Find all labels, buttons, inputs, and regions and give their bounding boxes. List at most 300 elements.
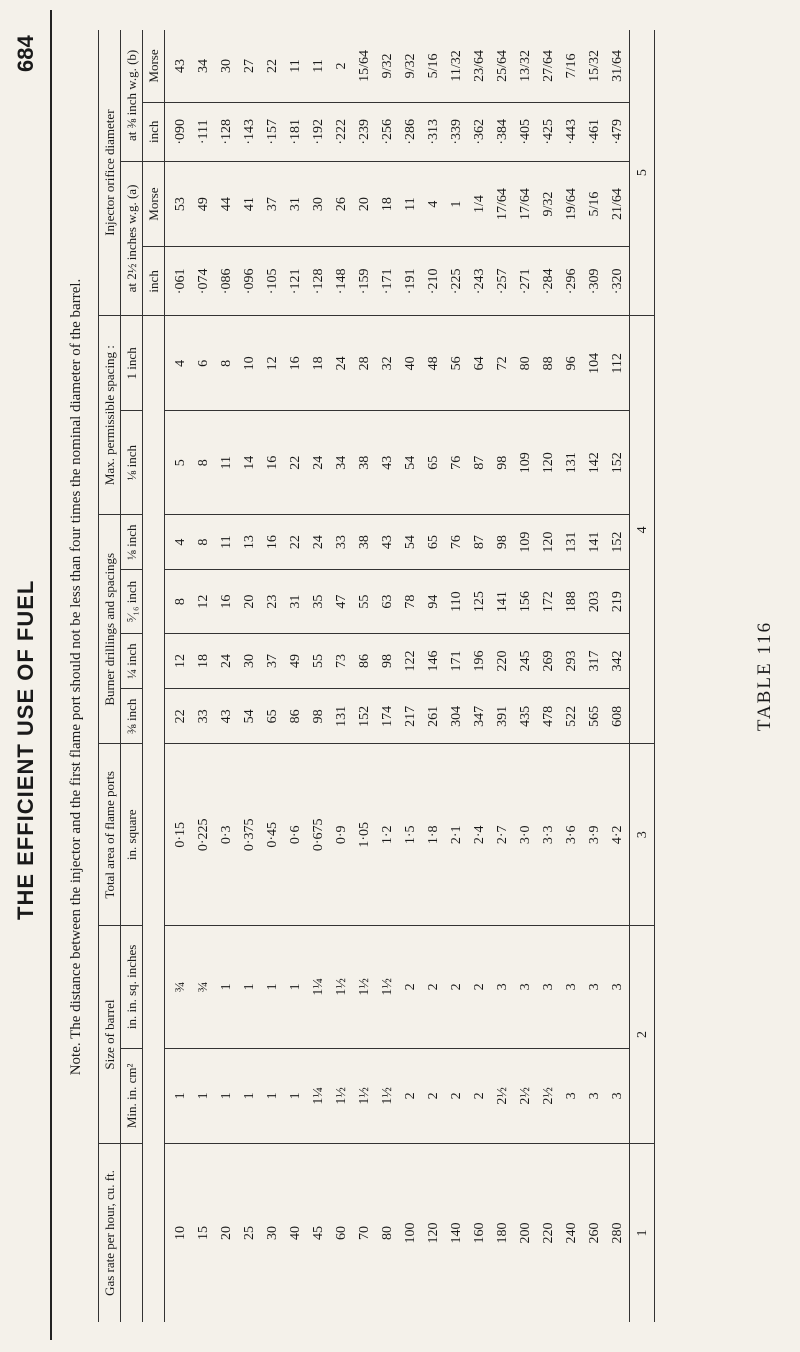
table-cell: 12 xyxy=(192,570,215,634)
table-cell: 4 xyxy=(422,161,445,247)
table-cell: 2 xyxy=(330,30,353,102)
table-cell: 33 xyxy=(330,514,353,569)
table-cell: 87 xyxy=(468,514,491,569)
table-cell: 3 xyxy=(537,926,560,1049)
table-cell: 11 xyxy=(284,30,307,102)
table-cell: 146 xyxy=(422,633,445,688)
table-cell: 53 xyxy=(165,161,193,247)
table-cell: ·384 xyxy=(491,102,514,161)
table-cell: 240 xyxy=(564,1222,579,1244)
table-cell: ·225 xyxy=(445,247,468,316)
table-cell: 1 xyxy=(238,1048,261,1143)
table-cell: 109 xyxy=(514,514,537,569)
table-cell: 0·675 xyxy=(307,744,330,926)
table-row xyxy=(514,30,537,1322)
table-cell: 120 xyxy=(426,1222,441,1244)
table-cell: 2½ xyxy=(514,1048,537,1143)
table-cell: 15/32 xyxy=(583,30,606,102)
sub-barrel-b: in. in. sq. inches xyxy=(121,926,143,1049)
foot-num-3: 3 xyxy=(630,744,655,926)
table-cell: 9/32 xyxy=(537,161,560,247)
table-cell: 87 xyxy=(468,411,491,515)
table-cell: 25 xyxy=(242,1226,257,1240)
table-cell: 24 xyxy=(215,633,238,688)
table-cell: 1 xyxy=(261,1048,284,1143)
table-cell: 565 xyxy=(583,689,606,744)
table-cell: 41 xyxy=(238,161,261,247)
table-row xyxy=(307,30,330,1322)
table-cell: ·461 xyxy=(583,102,606,161)
table-row xyxy=(537,30,560,1322)
table-title: TABLE 116 xyxy=(754,620,775,732)
table-cell: ·111 xyxy=(192,102,215,161)
table-cell: 2½ xyxy=(491,1048,514,1143)
table-cell: 80 xyxy=(380,1226,395,1240)
table-cell: 180 xyxy=(495,1222,510,1244)
table-cell: 98 xyxy=(491,411,514,515)
col-port-area: Total area of flame ports xyxy=(99,744,121,926)
table-cell: 2½ xyxy=(537,1048,560,1143)
table-cell: 15/64 xyxy=(353,30,376,102)
table-cell: 3 xyxy=(583,926,606,1049)
table-cell: 220 xyxy=(541,1222,556,1244)
table-cell: 1¼ xyxy=(307,1048,330,1143)
table-cell: 5/16 xyxy=(583,161,606,247)
table-cell: 110 xyxy=(445,570,468,634)
col-spacing: Max. permissible spacing : xyxy=(99,316,121,515)
table-cell: 2 xyxy=(445,926,468,1049)
table-cell: 25/64 xyxy=(491,30,514,102)
table-cell: ·143 xyxy=(238,102,261,161)
table-cell: 1·5 xyxy=(399,744,422,926)
col-gas-rate: Gas rate per hour, cu. ft. xyxy=(99,1143,121,1322)
table-cell: 48 xyxy=(422,316,445,411)
table-cell: 73 xyxy=(330,633,353,688)
table-cell: 109 xyxy=(514,411,537,515)
table-row xyxy=(330,30,353,1322)
table-cell: 2 xyxy=(422,926,445,1049)
table-cell: ·181 xyxy=(284,102,307,161)
table-cell: 16 xyxy=(261,514,284,569)
table-cell: 3 xyxy=(491,926,514,1049)
table-cell: 22 xyxy=(284,514,307,569)
table-cell: 245 xyxy=(514,633,537,688)
table-cell: 8 xyxy=(215,316,238,411)
table-cell: 104 xyxy=(583,316,606,411)
table-cell: ·148 xyxy=(330,247,353,316)
sub-empty xyxy=(121,1143,143,1322)
table-cell: 120 xyxy=(537,514,560,569)
table-cell: 34 xyxy=(192,30,215,102)
table-cell: 54 xyxy=(399,411,422,515)
table-row xyxy=(583,30,606,1322)
table-cell: 4 xyxy=(165,514,193,569)
table-cell: 8 xyxy=(192,514,215,569)
table-cell: 1 xyxy=(261,926,284,1049)
table-cell: 112 xyxy=(606,316,630,411)
table-cell: 20 xyxy=(238,570,261,634)
table-row xyxy=(192,30,215,1322)
table-cell: 2·4 xyxy=(468,744,491,926)
table-cell: 131 xyxy=(560,411,583,515)
table-cell: 0·15 xyxy=(165,744,193,926)
table-cell: ·159 xyxy=(353,247,376,316)
table-cell: 608 xyxy=(606,689,630,744)
table-cell: 17/64 xyxy=(491,161,514,247)
table-cell: 31 xyxy=(284,570,307,634)
table-cell: 0·9 xyxy=(330,744,353,926)
table-cell: 31/64 xyxy=(606,30,630,102)
table-cell: 12 xyxy=(261,316,284,411)
table-cell: 3·9 xyxy=(583,744,606,926)
table-cell: 18 xyxy=(192,633,215,688)
table-cell: 78 xyxy=(399,570,422,634)
table-cell: 18 xyxy=(376,161,399,247)
table-row xyxy=(606,30,630,1322)
table-cell: 27/64 xyxy=(537,30,560,102)
table-cell: 2 xyxy=(399,1048,422,1143)
table-cell: 13 xyxy=(238,514,261,569)
table-cell: 54 xyxy=(238,689,261,744)
unit-inch-a: inch xyxy=(143,247,165,316)
col-barrel: Size of barrel xyxy=(99,926,121,1144)
table-cell: 5 xyxy=(165,411,193,515)
table-cell: 20 xyxy=(353,161,376,247)
col-injector: Injector orifice diameter xyxy=(99,30,121,316)
table-cell: 1 xyxy=(215,926,238,1049)
table-row xyxy=(445,30,468,1322)
table-cell: 47 xyxy=(330,570,353,634)
table-cell: 34 xyxy=(330,411,353,515)
table-row xyxy=(376,30,399,1322)
table-cell: ·313 xyxy=(422,102,445,161)
table-cell: ·105 xyxy=(261,247,284,316)
table-cell: 21/64 xyxy=(606,161,630,247)
table-cell: 152 xyxy=(353,689,376,744)
table-cell: 1¼ xyxy=(307,926,330,1049)
table-cell: 3 xyxy=(514,926,537,1049)
table-cell: 43 xyxy=(215,689,238,744)
table-cell: 70 xyxy=(357,1226,372,1240)
table-cell: 220 xyxy=(491,633,514,688)
table-cell: 18 xyxy=(307,316,330,411)
table-cell: 1½ xyxy=(376,926,399,1049)
table-cell: ·286 xyxy=(399,102,422,161)
table-cell: 72 xyxy=(491,316,514,411)
table-cell: 3 xyxy=(583,1048,606,1143)
table-cell: ·210 xyxy=(422,247,445,316)
table-cell: 11 xyxy=(215,411,238,515)
table-cell: 120 xyxy=(537,411,560,515)
table-cell: 152 xyxy=(606,411,630,515)
table-cell: 3·3 xyxy=(537,744,560,926)
header-rule xyxy=(50,10,52,1340)
sub-drill-2: ¼ inch xyxy=(121,633,143,688)
table-note: Note. The distance between the injector and the first flame port should not be less than four times the nominal diameter of the barrel. xyxy=(68,278,84,1076)
table-cell: 3 xyxy=(560,1048,583,1143)
table-cell: 2 xyxy=(399,926,422,1049)
foot-num-1: 1 xyxy=(630,1143,655,1322)
table-cell: 3 xyxy=(606,926,630,1049)
table-cell: 1 xyxy=(238,926,261,1049)
sub-space-1: ⅛ inch xyxy=(121,411,143,515)
table-cell: 37 xyxy=(261,161,284,247)
table-cell: 27 xyxy=(238,30,261,102)
table-cell: 13/32 xyxy=(514,30,537,102)
table-cell: 63 xyxy=(376,570,399,634)
table-cell: 14 xyxy=(238,411,261,515)
table-cell: 32 xyxy=(376,316,399,411)
table-cell: 9/32 xyxy=(399,30,422,102)
table-cell: 188 xyxy=(560,570,583,634)
unit-morse-a: Morse xyxy=(143,161,165,247)
table-cell: 98 xyxy=(307,689,330,744)
table-row xyxy=(353,30,376,1322)
data-table xyxy=(98,30,655,1322)
table-cell: 43 xyxy=(376,514,399,569)
table-cell: ·443 xyxy=(560,102,583,161)
sub-space-2: 1 inch xyxy=(121,316,143,411)
table-cell: 24 xyxy=(307,411,330,515)
table-cell: 65 xyxy=(261,689,284,744)
table-cell: 30 xyxy=(307,161,330,247)
table-cell: 35 xyxy=(307,570,330,634)
table-cell: 261 xyxy=(422,689,445,744)
table-cell: 16 xyxy=(284,316,307,411)
table-cell: 43 xyxy=(376,411,399,515)
table-cell: 141 xyxy=(491,570,514,634)
table-cell: 142 xyxy=(583,411,606,515)
table-row xyxy=(165,30,193,1322)
table-cell: 3·6 xyxy=(560,744,583,926)
table-cell: 293 xyxy=(560,633,583,688)
table-cell: 317 xyxy=(583,633,606,688)
table-cell: 3·0 xyxy=(514,744,537,926)
table-cell: ·257 xyxy=(491,247,514,316)
table-row xyxy=(560,30,583,1322)
table-cell: 160 xyxy=(472,1222,487,1244)
table-row xyxy=(284,30,307,1322)
table-cell: 217 xyxy=(399,689,422,744)
sub-barrel-a: Min. in. cm² xyxy=(121,1048,143,1143)
col-drillings: Burner drillings and spacings xyxy=(99,514,121,744)
foot-num-4: 4 xyxy=(630,316,655,744)
table-cell: 6 xyxy=(192,316,215,411)
table-cell: 88 xyxy=(537,316,560,411)
table-body xyxy=(165,30,630,1322)
table-cell: 3 xyxy=(606,1048,630,1143)
table-cell: ·090 xyxy=(165,102,193,161)
table-cell: 30 xyxy=(215,30,238,102)
table-cell: 10 xyxy=(173,1226,188,1240)
sub-ports: in. square xyxy=(121,744,143,926)
table-cell: 1½ xyxy=(376,1048,399,1143)
table-cell: 54 xyxy=(399,514,422,569)
table-cell: 65 xyxy=(422,514,445,569)
table-cell: 26 xyxy=(330,161,353,247)
sub-drill-3: ⁵⁄₁₆ inch xyxy=(121,570,143,634)
table-cell: 1½ xyxy=(330,926,353,1049)
table-cell: 22 xyxy=(165,689,193,744)
table-cell: 96 xyxy=(560,316,583,411)
table-cell: 1 xyxy=(192,1048,215,1143)
table-cell: 80 xyxy=(514,316,537,411)
table-cell: 522 xyxy=(560,689,583,744)
table-cell: 269 xyxy=(537,633,560,688)
table-row xyxy=(238,30,261,1322)
table-cell: 2·7 xyxy=(491,744,514,926)
table-cell: 0·375 xyxy=(238,744,261,926)
table-cell: 435 xyxy=(514,689,537,744)
table-cell: ·425 xyxy=(537,102,560,161)
table-cell: 1 xyxy=(284,926,307,1049)
table-cell: 12 xyxy=(165,633,193,688)
table-cell: 86 xyxy=(353,633,376,688)
table-cell: 49 xyxy=(192,161,215,247)
table-cell: 219 xyxy=(606,570,630,634)
table-cell: 2 xyxy=(468,926,491,1049)
table-cell: 2·1 xyxy=(445,744,468,926)
table-row xyxy=(491,30,514,1322)
foot-num-2: 2 xyxy=(630,926,655,1144)
table-cell: 16 xyxy=(215,570,238,634)
table-cell: 23/64 xyxy=(468,30,491,102)
table-cell: ·479 xyxy=(606,102,630,161)
table-cell: 0·6 xyxy=(284,744,307,926)
table-cell: 7/16 xyxy=(560,30,583,102)
sub-drill-4: ⅛ inch xyxy=(121,514,143,569)
table-cell: 33 xyxy=(192,689,215,744)
table-cell: ·171 xyxy=(376,247,399,316)
table-cell: 1 xyxy=(445,161,468,247)
foot-num-5: 5 xyxy=(630,30,655,316)
table-cell: 10 xyxy=(238,316,261,411)
table-cell: 141 xyxy=(583,514,606,569)
table-row xyxy=(261,30,284,1322)
table-cell: 65 xyxy=(422,411,445,515)
table-cell: ·339 xyxy=(445,102,468,161)
table-cell: 38 xyxy=(353,514,376,569)
table-cell: 1·2 xyxy=(376,744,399,926)
table-cell: 4 xyxy=(165,316,193,411)
table-cell: 22 xyxy=(284,411,307,515)
table-cell: 40 xyxy=(288,1226,303,1240)
table-cell: 98 xyxy=(376,633,399,688)
table-cell: ·271 xyxy=(514,247,537,316)
table-row xyxy=(215,30,238,1322)
table-cell: ·320 xyxy=(606,247,630,316)
table-cell: 125 xyxy=(468,570,491,634)
table-cell: 1 xyxy=(165,1048,193,1143)
table-cell: 76 xyxy=(445,514,468,569)
table-cell: 56 xyxy=(445,316,468,411)
table-cell: 1·8 xyxy=(422,744,445,926)
unit-inch-b: inch xyxy=(143,102,165,161)
table-cell: 9/32 xyxy=(376,30,399,102)
table-cell: ·239 xyxy=(353,102,376,161)
table-cell: 11/32 xyxy=(445,30,468,102)
table-row xyxy=(468,30,491,1322)
table-cell: ·405 xyxy=(514,102,537,161)
table-cell: ·284 xyxy=(537,247,560,316)
table-cell: 20 xyxy=(219,1226,234,1240)
table-cell: ·121 xyxy=(284,247,307,316)
rotated-page xyxy=(62,0,800,1352)
table-cell: 152 xyxy=(606,514,630,569)
table-cell: 0·3 xyxy=(215,744,238,926)
table-cell: ·192 xyxy=(307,102,330,161)
table-cell: ·243 xyxy=(468,247,491,316)
table-cell: ·256 xyxy=(376,102,399,161)
table-cell: 16 xyxy=(261,411,284,515)
table-cell: 19/64 xyxy=(560,161,583,247)
table-cell: 30 xyxy=(238,633,261,688)
table-cell: 31 xyxy=(284,161,307,247)
table-cell: 0·225 xyxy=(192,744,215,926)
table-cell: 1½ xyxy=(330,1048,353,1143)
table-cell: 5/16 xyxy=(422,30,445,102)
table-cell: 8 xyxy=(192,411,215,515)
table-cell: 23 xyxy=(261,570,284,634)
unit-morse-b: Morse xyxy=(143,30,165,102)
table-cell: 30 xyxy=(265,1226,280,1240)
table-cell: 24 xyxy=(330,316,353,411)
table-cell: ·296 xyxy=(560,247,583,316)
table-cell: 2 xyxy=(445,1048,468,1143)
table-cell: 1 xyxy=(284,1048,307,1143)
sub-filler xyxy=(143,316,165,1322)
table-cell: 64 xyxy=(468,316,491,411)
table-cell: 11 xyxy=(215,514,238,569)
table-cell: 98 xyxy=(491,514,514,569)
table-cell: 280 xyxy=(610,1222,625,1244)
table-cell: 4·2 xyxy=(606,744,630,926)
table-cell: 45 xyxy=(311,1226,326,1240)
table-cell: 100 xyxy=(403,1222,418,1244)
table-cell: 15 xyxy=(196,1226,211,1240)
table-cell: 60 xyxy=(334,1226,349,1240)
table-cell: ·086 xyxy=(215,247,238,316)
table-cell: 122 xyxy=(399,633,422,688)
table-row xyxy=(399,30,422,1322)
table-cell: 196 xyxy=(468,633,491,688)
table-cell: ·222 xyxy=(330,102,353,161)
table-cell: 391 xyxy=(491,689,514,744)
table-cell: ·074 xyxy=(192,247,215,316)
table-cell: 11 xyxy=(307,30,330,102)
table-cell: 200 xyxy=(518,1222,533,1244)
table-cell: ·128 xyxy=(307,247,330,316)
table-cell: 28 xyxy=(353,316,376,411)
table-cell: 2 xyxy=(468,1048,491,1143)
table-cell: 131 xyxy=(560,514,583,569)
table-cell: 174 xyxy=(376,689,399,744)
table-cell: 172 xyxy=(537,570,560,634)
table-cell: 86 xyxy=(284,689,307,744)
table-cell: 2 xyxy=(422,1048,445,1143)
table-cell: 24 xyxy=(307,514,330,569)
sub-drill-1: ⅜ inch xyxy=(121,689,143,744)
table-cell: ·157 xyxy=(261,102,284,161)
table-cell: 203 xyxy=(583,570,606,634)
sub-inj-b: at ⅜ inch w.g. (b) xyxy=(121,30,143,161)
table-cell: 0·45 xyxy=(261,744,284,926)
table-cell: ·191 xyxy=(399,247,422,316)
table-cell: 478 xyxy=(537,689,560,744)
table-cell: 49 xyxy=(284,633,307,688)
table-cell: 140 xyxy=(449,1222,464,1244)
table-cell: ¾ xyxy=(165,926,193,1049)
